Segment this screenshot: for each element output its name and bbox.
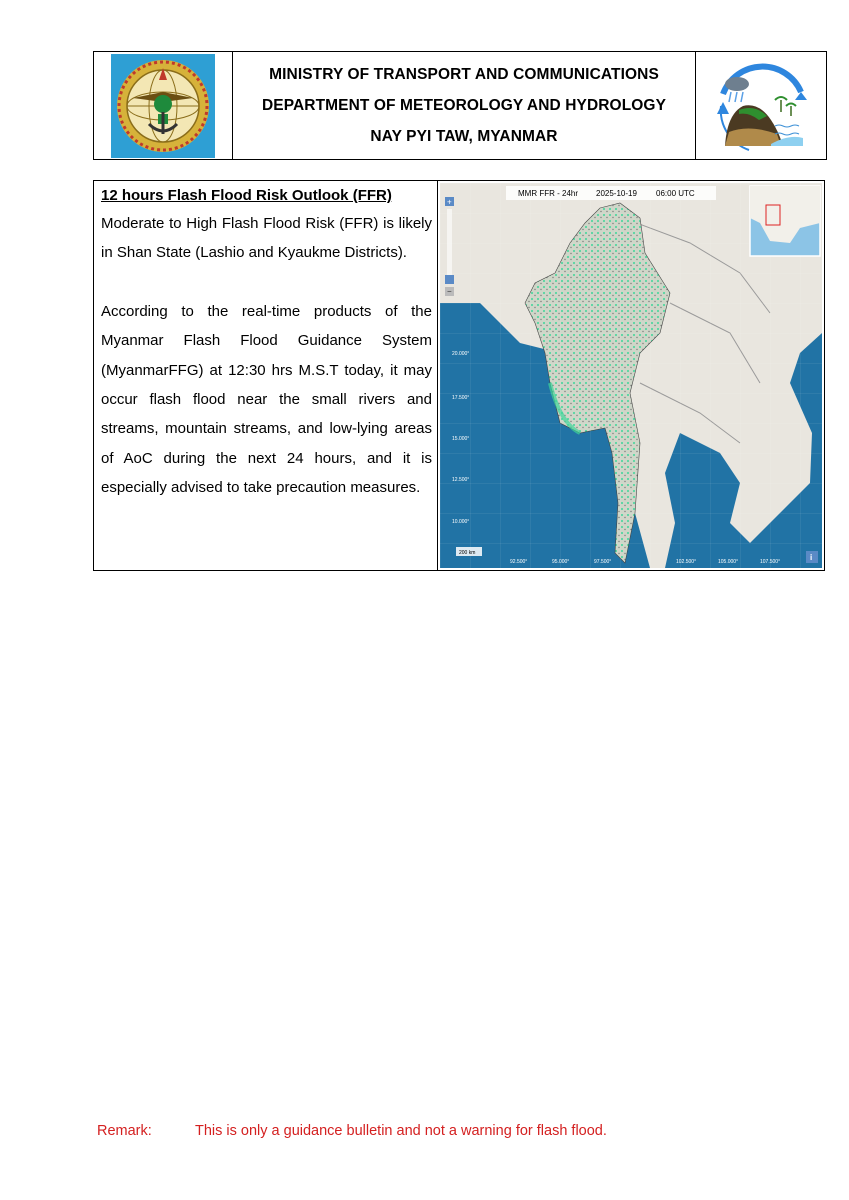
ffr-map <box>440 183 822 568</box>
svg-text:i: i <box>810 553 813 562</box>
outlook-summary: Moderate to High Flash Flood Risk (FFR) is likely in Shan State (Lashio and Kyaukme Districts). <box>101 215 432 262</box>
ministry-emblem-icon <box>111 54 215 158</box>
right-logo-cell <box>695 52 826 159</box>
map-title: MMR FFR - 24hr <box>518 189 578 198</box>
lon-label: 105.000° <box>718 559 739 565</box>
zoom-slider[interactable] <box>447 209 452 279</box>
lon-label: 107.500° <box>760 559 781 565</box>
map-time: 06:00 UTC <box>656 189 695 198</box>
lat-label: 10.000° <box>452 519 470 525</box>
left-logo-cell <box>94 52 233 159</box>
map-date: 2025-10-19 <box>596 189 637 198</box>
scale-label: 200 km <box>459 550 476 556</box>
remark-label: Remark: <box>97 1123 152 1139</box>
lon-label: 92.500° <box>510 559 528 565</box>
svg-text:+: + <box>447 197 452 207</box>
svg-text:−: − <box>447 287 452 296</box>
outlook-details: According to the real-time products of the Myanmar Flash Flood Guidance System (MyanmarFFG) at 12:30 hrs M.S.T today, it may occur flash flood near the small rivers and streams, mountain streams, and low-lying areas of AoC during the next 24 hours, and it is especially advised to take precaution measures. <box>101 302 432 497</box>
lat-label: 15.000° <box>452 436 470 442</box>
ffr-map-cell <box>438 181 824 570</box>
department-name: DEPARTMENT OF METEOROLOGY AND HYDROLOGY <box>261 97 667 114</box>
header-table <box>93 51 827 160</box>
lon-label: 102.500° <box>676 559 697 565</box>
ministry-name: MINISTRY OF TRANSPORT AND COMMUNICATIONS <box>269 66 659 83</box>
lat-label: 12.500° <box>452 477 470 483</box>
lon-label: 97.500° <box>594 559 612 565</box>
header-title-cell <box>233 52 695 159</box>
outlook-text-cell <box>94 181 438 570</box>
lat-label: 17.500° <box>452 395 470 401</box>
location-name: NAY PYI TAW, MYANMAR <box>370 128 558 145</box>
outlook-title: 12 hours Flash Flood Risk Outlook (FFR) <box>101 187 392 204</box>
lat-label: 20.000° <box>452 351 470 357</box>
lon-label: 95.000° <box>552 559 570 565</box>
hydrology-cycle-icon <box>709 54 813 158</box>
inset-map <box>750 186 820 256</box>
remark-text: This is only a guidance bulletin and not a warning for flash flood. <box>195 1123 607 1139</box>
outlook-table <box>93 180 825 571</box>
remark <box>97 1123 607 1139</box>
